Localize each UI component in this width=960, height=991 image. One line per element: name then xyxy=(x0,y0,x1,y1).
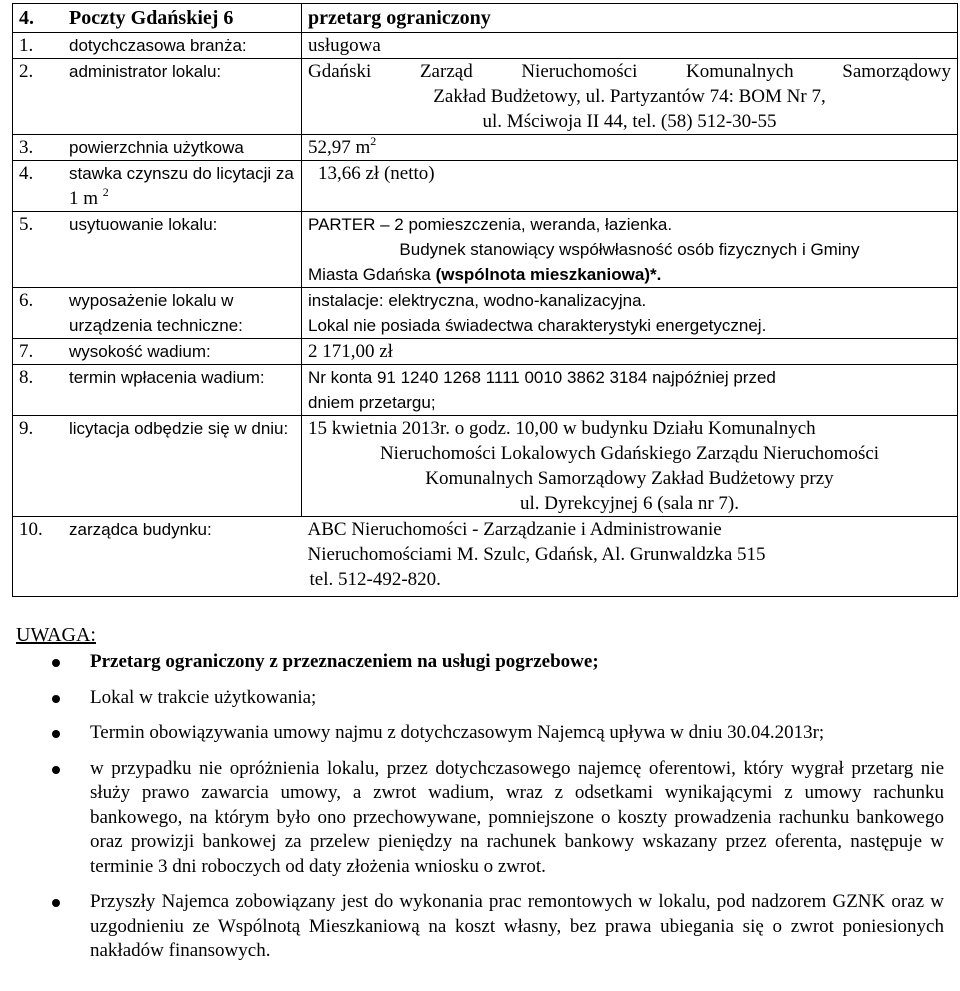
value-cell xyxy=(302,288,958,339)
label-cell xyxy=(13,517,302,597)
row-number: 8. xyxy=(19,367,34,388)
value-line: Zakład Budżetowy, ul. Partyzantów 74: BOM Nr 7, xyxy=(433,86,826,107)
value-line: PARTER – 2 pomieszczenia, weranda, łazienka. xyxy=(308,215,673,234)
row-label: usytuowanie lokalu: xyxy=(69,215,218,234)
row-number: 4. xyxy=(19,163,34,184)
row-number: 10. xyxy=(19,519,43,540)
label-cell xyxy=(13,212,302,288)
value-line: Komunalnych Samorządowy Zakład Budżetowy przy xyxy=(425,468,834,489)
bullet-icon xyxy=(52,659,60,667)
table-row xyxy=(13,161,958,212)
label-cell xyxy=(13,288,302,339)
row-number: 6. xyxy=(19,290,34,311)
table-row xyxy=(13,517,958,597)
value-line: Budynek stanowiący współwłasność osób fizycznych i Gminy xyxy=(399,240,860,259)
value-line: Nr konta 91 1240 1268 1111 0010 3862 3184 najpóźniej przed xyxy=(308,368,776,387)
header-cell-address xyxy=(13,4,302,33)
row-label: stawka czynszu do licytacji za xyxy=(69,164,294,183)
label-cell xyxy=(13,135,302,161)
table-row xyxy=(13,212,958,288)
value-cell xyxy=(302,59,958,135)
row-number: 3. xyxy=(19,137,34,158)
list-item xyxy=(16,721,944,746)
row-value: 52,97 m xyxy=(308,137,371,158)
value-line: tel. 512-492-820. xyxy=(309,569,441,590)
value-line: ABC Nieruchomości - Zarządzanie i Administrowanie xyxy=(307,519,722,540)
value-cell xyxy=(302,212,958,288)
value-line: ul. Dyrekcyjnej 6 (sala nr 7). xyxy=(520,493,739,514)
list-item xyxy=(16,650,944,675)
label-cell xyxy=(13,33,302,59)
table-row xyxy=(13,416,958,517)
row-label: licytacja odbędzie się w dniu: xyxy=(69,419,289,438)
tender-type: przetarg ograniczony xyxy=(308,7,491,29)
value-line: dniem przetargu; xyxy=(308,393,436,412)
row-number: 5. xyxy=(19,214,34,235)
superscript: 2 xyxy=(102,184,109,199)
value-line: Nieruchomościami M. Szulc, Gdańsk, Al. Grunwaldzka 515 xyxy=(307,544,766,565)
table-row xyxy=(13,135,958,161)
label-cell xyxy=(13,161,302,212)
value-cell xyxy=(302,161,958,212)
row-number: 9. xyxy=(19,418,34,439)
row-value: 2 171,00 zł xyxy=(308,341,393,362)
value-line: Nieruchomości Lokalowych Gdańskiego Zarządu Nieruchomości xyxy=(379,443,880,464)
value-cell xyxy=(302,339,958,365)
row-value: usługowa xyxy=(308,35,381,56)
header-cell-type xyxy=(302,4,958,33)
value-line: ul. Mściwoja II 44, tel. (58) 512-30-55 xyxy=(482,111,777,132)
note-text: Lokal w trakcie użytkowania; xyxy=(90,686,317,708)
bullet-icon xyxy=(52,899,60,907)
superscript: 2 xyxy=(370,133,377,148)
table-row xyxy=(13,339,958,365)
row-value: 13,66 zł (netto) xyxy=(318,163,435,184)
row-number: 2. xyxy=(19,61,34,82)
row-label: wysokość wadium: xyxy=(69,342,211,361)
value-line: instalacje: elektryczna, wodno-kanalizacyjna. xyxy=(308,291,647,310)
row-label-cont: urządzenia techniczne: xyxy=(69,316,243,335)
value-line: Lokal nie posiada świadectwa charakterystyki energetycznej. xyxy=(308,316,767,335)
row-label: dotychczasowa branża: xyxy=(69,36,247,55)
notes-list xyxy=(16,650,944,964)
row-number: 4. xyxy=(19,7,34,29)
value-cell xyxy=(302,517,958,597)
value-cell xyxy=(302,33,958,59)
table-row xyxy=(13,288,958,339)
table-row xyxy=(13,365,958,416)
note-text: Przyszły Najemca zobowiązany jest do wykonania prac remontowych w lokalu, pod nadzorem GZNK oraz w uzgodnieniu ze Wspólnotą Mieszkaniową na koszt własny, bez prawa ubiegania się o zwrot poniesionych nakładów finansowych. xyxy=(90,891,944,961)
notes-heading: UWAGA: xyxy=(16,624,96,646)
list-item xyxy=(16,890,944,964)
property-details-table xyxy=(12,3,958,597)
note-text: w przypadku nie opróżnienia lokalu, przez dotychczasowego najemcę oferentowi, który wygrał przetarg nie służy prawo zawarcia umowy, a zwrot wadium, wraz z odsetkami wynikającymi z umowy rachunku bankowego, na którym było ono przechowywane, pomniejszone o koszty prowadzenia rachunku bankowego oraz prowizji bankowej za przelew pieniędzy na rachunek bankowy wskazany przez oferenta, następuje w terminie 3 dni roboczych od daty złożenia wniosku o zwrot. xyxy=(90,757,944,877)
street-name: Poczty Gdańskiej 6 xyxy=(69,7,234,29)
row-number: 1. xyxy=(19,35,34,56)
bullet-icon xyxy=(52,730,60,738)
row-label: administrator lokalu: xyxy=(69,62,222,81)
label-cell xyxy=(13,416,302,517)
value-line-bold: (wspólnota mieszkaniowa)*. xyxy=(435,265,662,284)
row-label: wyposażenie lokalu w xyxy=(69,291,234,310)
label-cell xyxy=(13,365,302,416)
row-label: powierzchnia użytkowa xyxy=(69,138,244,157)
row-label: zarządca budynku: xyxy=(69,520,212,539)
value-line: Gdański Zarząd Nieruchomości Komunalnych Samorządowy xyxy=(308,61,951,82)
header-row xyxy=(13,4,958,33)
bullet-icon xyxy=(52,695,60,703)
note-text: Przetarg ograniczony z przeznaczeniem na usługi pogrzebowe; xyxy=(90,651,599,672)
label-cell xyxy=(13,339,302,365)
label-cell xyxy=(13,59,302,135)
list-item xyxy=(16,757,944,880)
value-cell xyxy=(302,365,958,416)
value-cell xyxy=(302,416,958,517)
value-line: 15 kwietnia 2013r. o godz. 10,00 w budynku Działu Komunalnych xyxy=(308,418,816,439)
row-label-cont: 1 m xyxy=(69,188,99,209)
table-row xyxy=(13,33,958,59)
value-cell xyxy=(302,135,958,161)
bullet-icon xyxy=(52,766,60,774)
note-text: Termin obowiązywania umowy najmu z dotychczasowym Najemcą upływa w dniu 30.04.2013r; xyxy=(90,722,825,743)
row-label: termin wpłacenia wadium: xyxy=(69,368,265,387)
value-line: Miasta Gdańska xyxy=(308,265,436,284)
row-number: 7. xyxy=(19,341,34,362)
table-row xyxy=(13,59,958,135)
list-item xyxy=(16,686,944,711)
